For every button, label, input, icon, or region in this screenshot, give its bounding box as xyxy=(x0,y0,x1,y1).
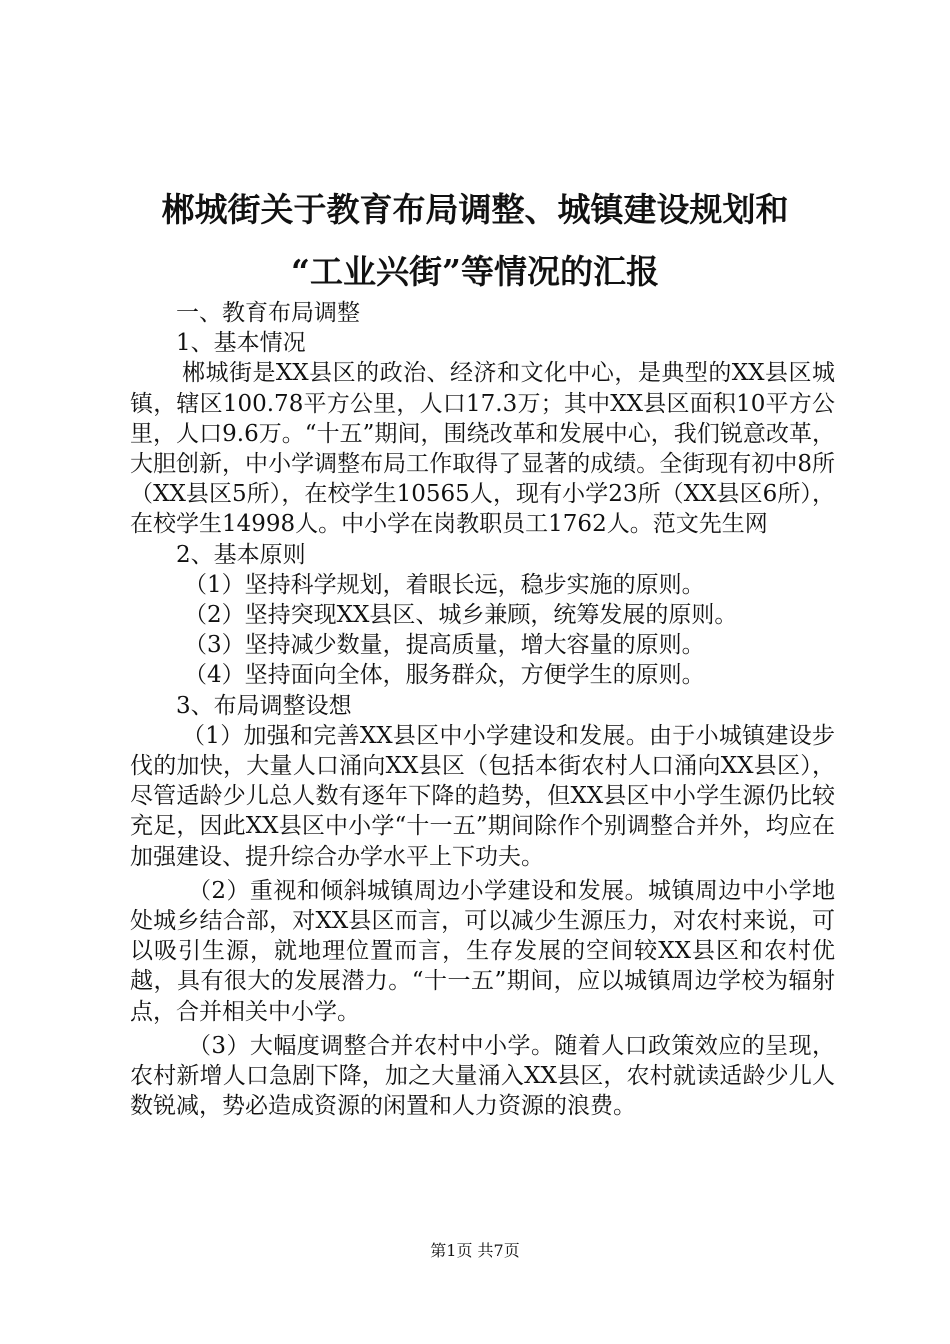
plan-paragraph: （2）重视和倾斜城镇周边小学建设和发展。城镇周边中小学地处城乡结合部，对XX县区而言，可以减少生源压力，对农村来说，可以吸引生源，就地理位置而言，生存发展的空间较XX县区和农村优越，具有很大的发展潜力。“十一五”期间，应以城镇周边学校为辐射点，合并相关中小学。 xyxy=(130,877,835,1025)
principle-item: （2）坚持突现XX县区、城乡兼顾，统筹发展的原则。 xyxy=(184,602,738,629)
subsection-heading-basic-situation: 1、基本情况 xyxy=(176,330,306,357)
document-title-line-1: 郴城街关于教育布局调整、城镇建设规划和 xyxy=(161,190,789,229)
principle-item: （4）坚持面向全体，服务群众，方便学生的原则。 xyxy=(184,662,705,689)
plan-paragraph: （1）加强和完善XX县区中小学建设和发展。由于小城镇建设步伐的加快，大量人口涌向XX县区（包括本街农村人口涌向XX县区），尽管适龄少儿总人数有逐年下降的趋势，但XX县区中小学生源仍比较充足，因此XX县区中小学“十一五”期间除作个别调整合并外，均应在加强建设、提升综合办学水平上下功夫。 xyxy=(130,722,835,870)
plan-paragraph: （3）大幅度调整合并农村中小学。随着人口政策效应的呈现，农村新增人口急剧下降，加之大量涌入XX县区，农村就读适龄少儿人数锐减，势必造成资源的闲置和人力资源的浪费。 xyxy=(130,1032,835,1120)
principle-item: （3）坚持减少数量，提高质量，增大容量的原则。 xyxy=(184,632,705,659)
page-footer: 第1页 共7页 xyxy=(430,1241,520,1260)
principle-item: （1）坚持科学规划，着眼长远，稳步实施的原则。 xyxy=(184,571,705,598)
paragraph-basic-situation: 郴城街是XX县区的政治、经济和文化中心，是典型的XX县区城镇，辖区100.78平方公里，人口17.3万；其中XX县区面积10平方公里，人口9.6万。“十五”期间，围绕改革和发展中心，我们锐意改革，大胆创新，中小学调整布局工作取得了显著的成绩。全街现有初中8所（XX县区5所），在校学生10565人，现有小学23所（XX县区6所），在校学生14998人。中小学在岗教职员工1762人。范文先生网 xyxy=(130,360,835,538)
subsection-heading-plans: 3、布局调整设想 xyxy=(176,692,352,719)
subsection-heading-principles: 2、基本原则 xyxy=(176,541,306,568)
document-title-line-2: “工业兴街”等情况的汇报 xyxy=(291,252,659,291)
section-heading: 一、教育布局调整 xyxy=(176,300,360,326)
document-body xyxy=(130,298,835,1121)
